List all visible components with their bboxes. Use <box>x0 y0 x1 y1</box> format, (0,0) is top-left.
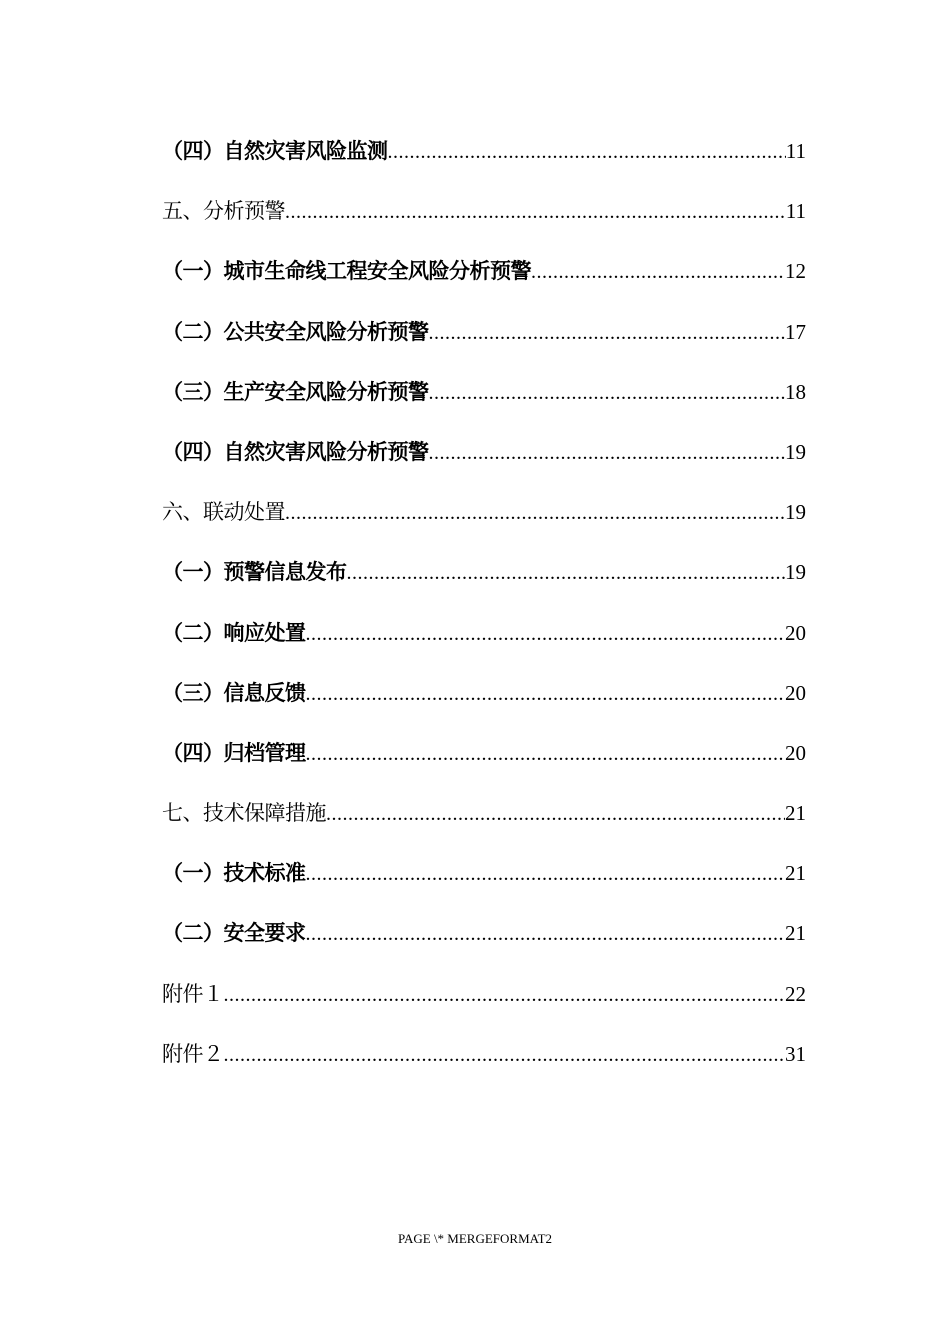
toc-leader-dots <box>224 977 786 1013</box>
toc-entry-page: 21 <box>785 921 806 946</box>
toc-entry-title[interactable]: （四）自然灾害风险监测 <box>162 139 388 163</box>
toc-leader-dots <box>429 375 786 411</box>
toc-entry[interactable] <box>162 133 806 193</box>
toc-entry-title[interactable]: （四）自然灾害风险分析预警 <box>162 439 429 464</box>
toc-leader-dots <box>429 435 786 471</box>
toc-entry-title[interactable]: （二）安全要求 <box>162 921 306 946</box>
toc-entry-title[interactable]: 附件２ <box>162 1041 224 1066</box>
toc-entry-page: 17 <box>785 319 806 344</box>
toc-entry-page: 20 <box>785 620 806 645</box>
toc-entry-page: 19 <box>785 439 806 464</box>
toc-entry[interactable] <box>162 675 806 735</box>
toc-entry-page: 21 <box>785 861 806 886</box>
toc-entry-title[interactable]: 附件１ <box>162 981 224 1006</box>
toc-leader-dots <box>326 796 785 832</box>
toc-entry-page: 20 <box>785 680 806 705</box>
toc-leader-dots <box>306 616 786 652</box>
table-of-contents <box>162 133 806 1096</box>
toc-entry-title[interactable]: （三）信息反馈 <box>162 680 306 705</box>
toc-entry-page: 22 <box>785 981 806 1006</box>
toc-entry-title[interactable]: （一）预警信息发布 <box>162 560 347 585</box>
toc-entry[interactable] <box>162 976 806 1036</box>
toc-leader-dots <box>306 676 786 712</box>
toc-entry[interactable] <box>162 193 806 253</box>
toc-entry-title[interactable]: （一）城市生命线工程安全风险分析预警 <box>162 259 531 284</box>
toc-entry[interactable] <box>162 253 806 313</box>
toc-leader-dots <box>306 916 786 952</box>
toc-entry-title[interactable]: （二）公共安全风险分析预警 <box>162 319 429 344</box>
toc-entry-page: 18 <box>785 379 806 404</box>
toc-leader-dots <box>285 495 785 531</box>
toc-entry-title[interactable]: （四）归档管理 <box>162 740 306 765</box>
toc-entry-page: 12 <box>785 259 806 284</box>
toc-entry[interactable] <box>162 374 806 434</box>
toc-entry[interactable] <box>162 1036 806 1096</box>
toc-leader-dots <box>306 736 786 772</box>
toc-leader-dots <box>306 856 786 892</box>
toc-entry-page: 19 <box>785 500 806 525</box>
toc-leader-dots <box>224 1037 786 1073</box>
page-footer: PAGE \* MERGEFORMAT2 <box>397 1231 553 1246</box>
toc-entry[interactable] <box>162 494 806 554</box>
toc-entry-page: 21 <box>785 801 806 826</box>
toc-entry-title[interactable]: 六、联动处置 <box>162 500 285 525</box>
toc-entry-title[interactable]: 五、分析预警 <box>162 199 285 224</box>
toc-entry-page: 31 <box>785 1041 806 1066</box>
toc-entry[interactable] <box>162 915 806 975</box>
toc-entry-page: 11 <box>785 199 806 224</box>
toc-entry[interactable] <box>162 795 806 855</box>
toc-leader-dots <box>429 315 786 351</box>
toc-entry[interactable] <box>162 554 806 614</box>
toc-entry[interactable] <box>162 434 806 494</box>
toc-leader-dots <box>388 134 786 170</box>
toc-entry[interactable] <box>162 615 806 675</box>
toc-entry[interactable] <box>162 735 806 795</box>
toc-leader-dots <box>531 254 785 290</box>
toc-entry-title[interactable]: 七、技术保障措施 <box>162 801 326 826</box>
toc-entry[interactable] <box>162 855 806 915</box>
toc-entry-page: 19 <box>785 560 806 585</box>
toc-entry-title[interactable]: （三）生产安全风险分析预警 <box>162 379 429 404</box>
toc-entry-page: 20 <box>785 740 806 765</box>
toc-entry-title[interactable]: （一）技术标准 <box>162 861 306 886</box>
toc-entry-page: 11 <box>785 139 806 163</box>
toc-leader-dots <box>347 555 786 591</box>
toc-leader-dots <box>285 194 786 230</box>
toc-entry-title[interactable]: （二）响应处置 <box>162 620 306 645</box>
toc-entry[interactable] <box>162 314 806 374</box>
